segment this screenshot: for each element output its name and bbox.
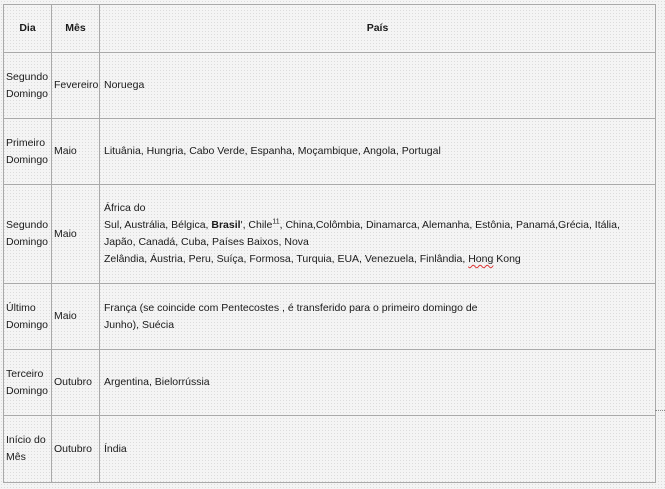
pais-text: , China,Colômbia, Dinamarca, Alemanha, Estônia, Panamá,Grécia, Itália, (279, 219, 620, 231)
cell-mes: Maio (52, 185, 100, 284)
table-row (4, 119, 656, 185)
table-row (4, 350, 656, 416)
dia-line: Início do (6, 434, 46, 446)
dia-line: Domingo (6, 318, 49, 331)
dia-line: Mês (6, 451, 26, 463)
dia-line: Primeiro (6, 136, 46, 149)
cell-mes: Fevereiro (52, 53, 100, 119)
cell-mes: Maio (52, 284, 100, 350)
cell-pais (100, 185, 656, 284)
pais-text: ', Chile (240, 219, 273, 231)
table-row (4, 284, 656, 350)
pais-text: Kong (493, 253, 521, 265)
cell-dia (4, 284, 52, 350)
pais-line (104, 251, 653, 268)
cell-dia (4, 350, 52, 416)
cell-mes: Outubro (52, 416, 100, 483)
dia-line: Último (6, 301, 36, 314)
cell-mes: Maio (52, 119, 100, 185)
cell-dia (4, 119, 52, 185)
dia-line: Domingo (6, 236, 49, 248)
table-row (4, 416, 656, 483)
dia-line: Segundo (6, 219, 49, 231)
dia-line: Domingo (6, 384, 49, 397)
cell-mes: Outubro (52, 350, 100, 416)
cell-dia (4, 53, 52, 119)
pais-text: Sul, Austrália, Bélgica, (104, 219, 212, 231)
dia-line: Segundo (6, 70, 49, 83)
spellcheck-flagged-word: Hong (468, 253, 494, 265)
footnote-ref: 11 (272, 218, 280, 226)
cell-pais: Lituânia, Hungria, Cabo Verde, Espanha, Moçambique, Angola, Portugal (100, 119, 656, 185)
cell-dia (4, 185, 52, 284)
pais-line: Japão, Canadá, Cuba, Países Baixos, Nova (104, 236, 309, 248)
pais-line: África do (104, 202, 146, 214)
pais-text: Zelândia, Áustria, Peru, Suíça, Formosa, Turquia, EUA, Venezuela, Finlândia, (104, 253, 469, 265)
pais-bold-text: Brasil (211, 219, 241, 231)
cell-pais: Índia (100, 416, 656, 483)
pais-line: França (se coincide com Pentecostes , é transferido para o primeiro domingo de (104, 301, 478, 314)
cell-pais (100, 284, 656, 350)
pais-line (104, 217, 653, 234)
cell-dia (4, 416, 52, 483)
cell-pais: Noruega (100, 53, 656, 119)
cell-pais: Argentina, Bielorrússia (100, 350, 656, 416)
header-mes: Mês (52, 5, 100, 53)
header-row (4, 5, 656, 53)
page-edge-divider (655, 410, 665, 411)
holiday-table (3, 4, 656, 483)
table-row (4, 185, 656, 284)
header-pais: País (100, 5, 656, 53)
dia-line: Domingo (6, 87, 49, 100)
dia-line: Domingo (6, 153, 49, 166)
header-dia: Dia (4, 5, 52, 53)
pais-line: Junho), Suécia (104, 318, 175, 331)
table-row (4, 53, 656, 119)
dia-line: Terceiro (6, 367, 44, 380)
